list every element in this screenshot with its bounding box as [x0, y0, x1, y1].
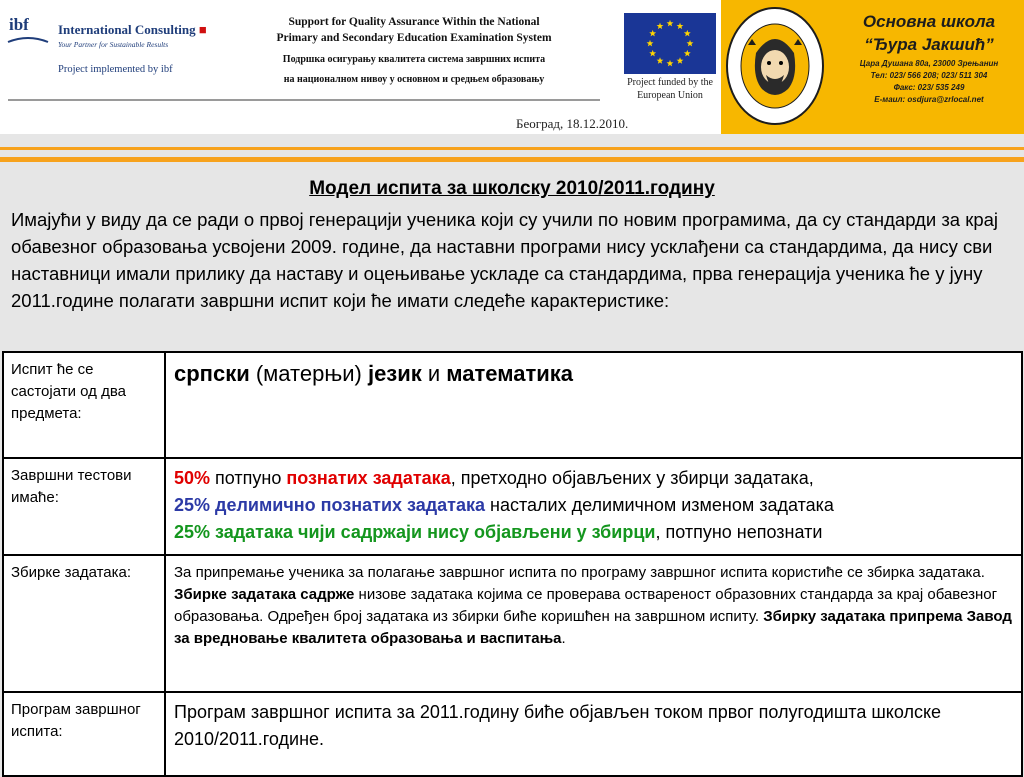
- tests-line-unknown: 25% задатака чији садржаји нису објављени у збирци, потпуно непознати: [174, 522, 823, 542]
- school-address: Цара Душана 80а, 23000 Зрењанин: [859, 59, 999, 68]
- project-title-sr-2: на националном нивоу у основном и средњем образовању: [283, 74, 545, 85]
- orange-divider-thick: [0, 157, 1024, 162]
- eu-flag-icon: [624, 13, 716, 74]
- intro-paragraph: Имајући у виду да се ради о првој генерацији ученика који су учили по новим програмима, да су стандарди за крај обавезног образовања усвојени 2009. године, да наставни програми нису усклађени са стандардима, да нису сви наставници имали прилику да наставу и оцењивање ускладе са стандардима, прва генерација ученика ће у јуну 2011.године полагати завршни испит који ће имати следеће карактеристике:: [11, 209, 999, 311]
- school-name-line1: Основна школа: [862, 12, 996, 31]
- ibf-company-name: International Consulting ■: [58, 22, 207, 37]
- school-name-line2: “Ђура Јакшић”: [864, 35, 994, 54]
- header-divider: [8, 99, 600, 101]
- ibf-tagline: Your Partner for Sustainable Results: [58, 40, 169, 49]
- subject-native-note: (матерњи): [249, 361, 368, 386]
- subject-language: језик: [367, 361, 422, 386]
- eu-caption-line1: Project funded by the: [627, 77, 713, 88]
- orange-divider-thin: [0, 147, 1024, 150]
- subject-and: и: [421, 361, 447, 386]
- tests-line-known: 50% потпуно познатих задатака, претходно објављених у збирци задатака,: [174, 468, 814, 488]
- row-label-tests: Завршни тестови имаће:: [3, 458, 165, 555]
- project-title-en-1: Support for Quality Assurance Within the National: [288, 16, 540, 28]
- project-title-block: [242, 14, 586, 86]
- project-title-en-2: Primary and Secondary Education Examination System: [276, 32, 552, 44]
- date-label: Београд, 18.12.2010.: [516, 116, 629, 131]
- school-email: Е-маил: osdjura@zrlocal.net: [874, 95, 984, 104]
- table-row: [3, 352, 1022, 458]
- row-label-collections: Збирке задатака:: [3, 555, 165, 692]
- svg-text:ibf: ibf: [9, 15, 29, 34]
- row-label-subjects: Испит ће се састојати од два предмета:: [3, 352, 165, 458]
- eu-caption-line2: European Union: [637, 90, 703, 101]
- project-title-sr-1: Подршка осигурању квалитета система завршних испита: [282, 54, 546, 65]
- row-content-collections: За припремање ученика за полагање завршног испита по програму завршног испита користиће се збирка задатака. Збирке задатака садрже низове задатака којима се проверава оствареност образовних стандарда за крај обавезног образовања. Одређен број задатака из збирки биће коришћен на завршном испиту. Збирку задатака припрема Завод за вредновање квалитета образовања и васпитања.: [165, 555, 1022, 692]
- row-content-program: Програм завршног испита за 2011.годину биће објављен током првог полугодишта школске 2010/2011.године.: [165, 692, 1022, 776]
- eu-funding-caption: [620, 76, 720, 102]
- row-content-tests: [165, 458, 1022, 555]
- row-content-subjects: [165, 352, 1022, 458]
- school-name: [836, 10, 1022, 56]
- table-row: [3, 692, 1022, 776]
- school-emblem-icon: [722, 3, 828, 129]
- subject-serbian: српски: [174, 361, 250, 386]
- tests-line-partial: 25% делимично познатих задатака насталих делимичном изменом задатака: [174, 495, 834, 515]
- school-contact-info: [836, 58, 1022, 106]
- table-row: [3, 458, 1022, 555]
- table-row: [3, 555, 1022, 692]
- row-label-program: Програм завршног испита:: [3, 692, 165, 776]
- ibf-logo-icon: [6, 12, 50, 48]
- exam-model-table: [2, 351, 1023, 777]
- school-phone: Тел: 023/ 566 208; 023/ 511 304: [870, 71, 988, 80]
- subject-math: математика: [446, 361, 574, 386]
- ibf-implemented-note: Project implemented by ibf: [58, 64, 173, 75]
- school-fax: Факс: 023/ 535 249: [893, 83, 965, 92]
- page-title: Модел испита за школску 2010/2011.годину: [309, 178, 715, 199]
